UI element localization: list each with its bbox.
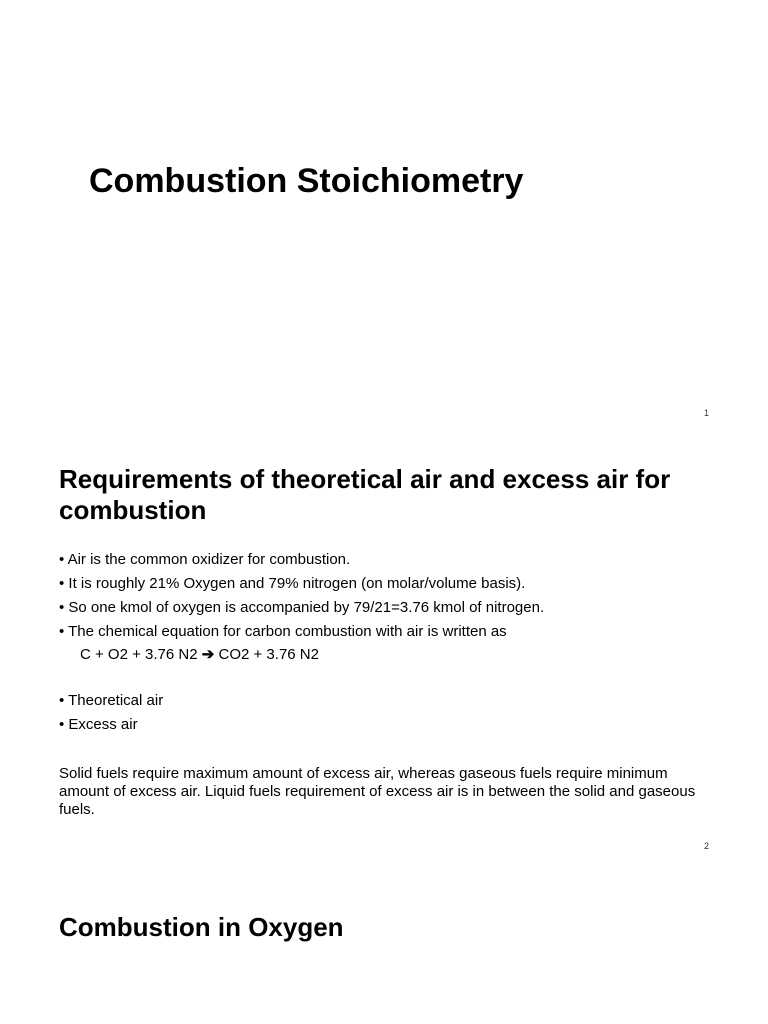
bullet-item: • The chemical equation for carbon combustion with air is written as bbox=[59, 623, 507, 640]
bullet-item: • Theoretical air bbox=[59, 692, 164, 709]
slide-2-title: Requirements of theoretical air and excess air for combustion bbox=[59, 464, 671, 525]
bullet-item: • Air is the common oxidizer for combustion. bbox=[59, 551, 351, 568]
chemical-equation bbox=[80, 643, 319, 667]
bullet-item: • Excess air bbox=[59, 716, 138, 733]
slide-3-title: Combustion in Oxygen bbox=[59, 912, 344, 942]
bullet-list-2 bbox=[59, 689, 163, 737]
slide-1-title: Combustion Stoichiometry bbox=[89, 162, 524, 200]
bullet-item: • It is roughly 21% Oxygen and 79% nitrogen (on molar/volume basis). bbox=[59, 575, 526, 592]
equation-rhs: CO2 + 3.76 N2 bbox=[214, 646, 319, 663]
page-number-1: 1 bbox=[703, 408, 709, 418]
arrow-icon: ➔ bbox=[201, 646, 215, 663]
page-number-2: 2 bbox=[703, 841, 709, 851]
excess-air-paragraph: Solid fuels require maximum amount of excess air, whereas gaseous fuels require minimum amount of excess air. Liquid fuels requirement of excess air is in between the solid and gaseous fuels. bbox=[59, 765, 696, 818]
bullet-item: • So one kmol of oxygen is accompanied by 79/21=3.76 kmol of nitrogen. bbox=[59, 599, 545, 616]
bullet-list bbox=[59, 548, 544, 644]
equation-lhs: C + O2 + 3.76 N2 bbox=[80, 646, 202, 663]
